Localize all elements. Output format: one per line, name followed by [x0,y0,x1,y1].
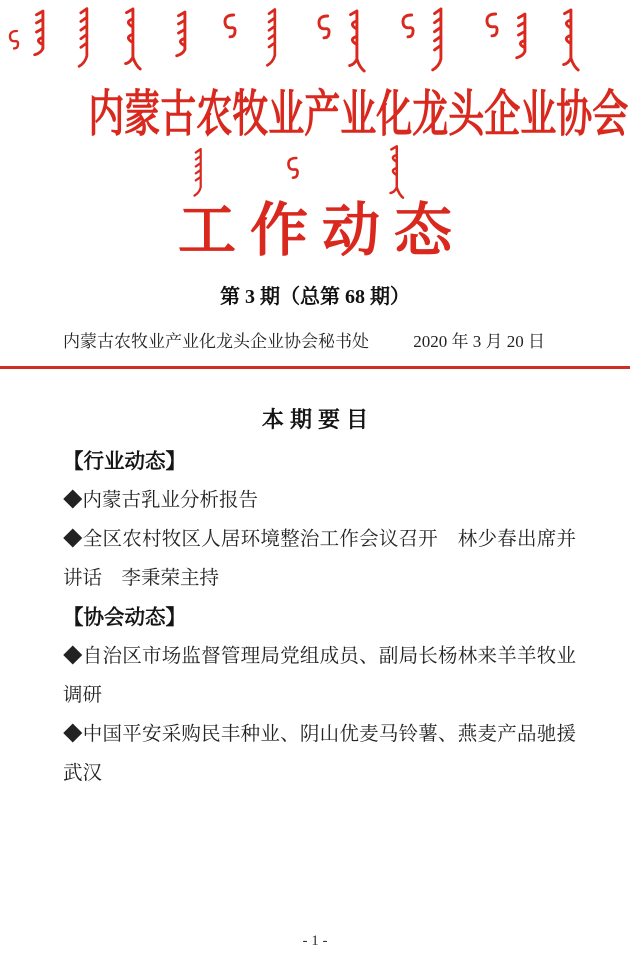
mongolian-glyph [126,9,141,69]
mongolian-glyph [391,146,403,197]
mongolian-glyph [194,149,200,196]
mongolian-glyph [433,9,441,70]
mongolian-glyph [403,15,413,37]
mongolian-glyph [35,11,43,55]
issue-number-line: 第 3 期（总第 68 期） [220,286,410,308]
toc-item: ◆内蒙古乳业分析报告 [63,490,259,511]
toc-item: ◆中国平安采购民丰种业、阴山优麦马铃薯、燕麦产品驰援武汉 [63,724,576,784]
toc-item: ◆自治区市场监督管理局党组成员、副局长杨林来羊羊牧业调研 [63,646,576,706]
mongolian-glyph [288,158,297,178]
mongolian-glyph [564,10,579,70]
mongolian-glyph [517,14,525,58]
bulletin-title: 工作动态 [177,198,466,263]
toc-section-header: 【行业动态】 [63,450,186,473]
masthead-divider-rule [0,366,630,369]
table-of-contents [63,442,576,793]
toc-heading: 本 期 要 目 [261,407,369,432]
association-name-title: 内蒙古农牧业产业化龙头企业协会 [88,86,629,142]
mongolian-glyph [225,15,235,37]
publisher-name: 内蒙古农牧业产业化龙头企业协会秘书处 [63,332,369,351]
mongolian-glyph [267,10,275,66]
mongolian-glyph [319,16,329,38]
mongolian-glyph [177,12,185,56]
mongolian-glyph [79,9,87,67]
publisher-row [63,327,545,352]
mongolian-glyph [350,11,365,71]
page-number: - 1 - [302,933,328,949]
mongolian-script-banner-middle [0,144,630,200]
mongolian-glyph [10,31,18,48]
toc-item: ◆全区农村牧区人居环境整治工作会议召开 林少春出席并讲话 李秉荣主持 [63,529,576,589]
mongolian-glyph [487,14,497,36]
toc-section-header: 【协会动态】 [63,606,186,629]
mongolian-script-banner-top [0,0,630,84]
publication-date: 2020 年 3 月 20 日 [413,332,545,351]
